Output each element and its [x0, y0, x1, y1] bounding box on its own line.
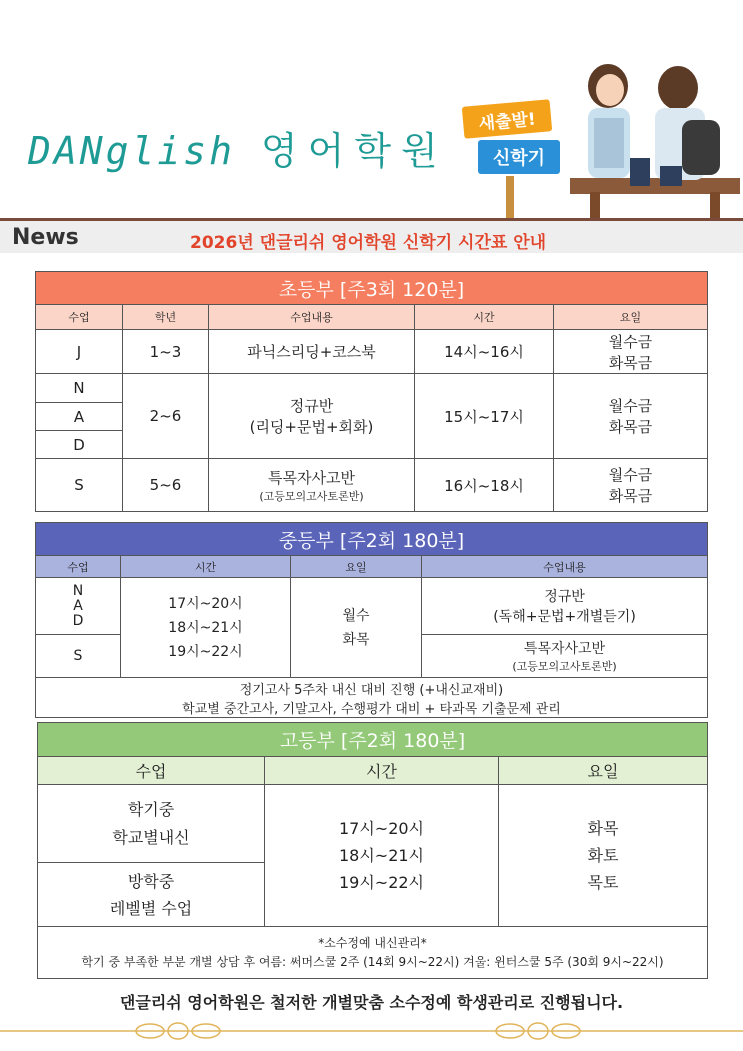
time-line: 17시~20시 — [338, 819, 425, 838]
content-line: 정규반 — [289, 397, 334, 415]
header-time: 시간 — [415, 305, 554, 330]
note-title: *소수정예 내신관리* — [318, 935, 427, 950]
time-line: 19시~22시 — [168, 643, 243, 660]
middle-header-row — [36, 556, 708, 578]
class-line: 방학중 — [127, 871, 175, 891]
new-start-sign: 새출발! — [462, 99, 552, 139]
grade-cell: 2~6 — [123, 374, 209, 459]
class-line: 레벨별 수업 — [109, 898, 193, 918]
class-cell: N A D — [36, 578, 121, 635]
class-cell: S — [36, 459, 123, 512]
time-line: 18시~21시 — [168, 619, 243, 636]
header-content: 수업내용 — [209, 305, 415, 330]
table-row — [36, 578, 708, 635]
content-line: 특목자사고반 — [268, 468, 355, 487]
days-line: 월수금 — [608, 332, 653, 351]
header-days: 요일 — [499, 757, 708, 785]
content-line: 정규반 — [544, 589, 585, 605]
time-cell — [265, 785, 499, 927]
content-line: (리딩+문법+회화) — [249, 418, 374, 436]
header-days: 요일 — [554, 305, 708, 330]
grade-cell: 5~6 — [123, 459, 209, 512]
header-content: 수업내용 — [422, 556, 708, 578]
content-cell: 파닉스리딩+코스북 — [209, 330, 415, 374]
table-row — [38, 785, 708, 863]
class-line: 학기중 — [127, 799, 175, 819]
header-days: 요일 — [291, 556, 422, 578]
header-time: 시간 — [121, 556, 291, 578]
days-line: 화목금 — [608, 418, 653, 436]
class-cell: J — [36, 330, 123, 374]
class-cell — [38, 785, 265, 863]
time-cell: 15시~17시 — [415, 374, 554, 459]
class-cell: S — [36, 635, 121, 678]
time-cell: 14시~16시 — [415, 330, 554, 374]
content-line: (독해+문법+개별듣기) — [493, 609, 636, 625]
days-line: 월수금 — [608, 397, 653, 415]
high-timetable — [37, 722, 708, 979]
time-cell: 16시~18시 — [415, 459, 554, 512]
days-line: 화목금 — [608, 353, 653, 372]
days-cell — [554, 330, 708, 374]
note-line: 학교별 중간고사, 기말고사, 수행평가 대비 + 타과목 기출문제 관리 — [182, 701, 561, 717]
academy-logo — [28, 120, 448, 175]
table-row — [36, 330, 708, 374]
class-cell: D — [36, 431, 123, 459]
days-line: 월수금 — [608, 466, 653, 484]
content-subline: (고등모의고사토론반) — [512, 660, 617, 673]
time-line: 18시~21시 — [338, 846, 425, 865]
logo-korean: 영어학원 — [260, 129, 448, 173]
header-class: 수업 — [36, 305, 123, 330]
middle-title: 중등부 [주2회 180분] — [36, 523, 708, 556]
high-title: 고등부 [주2회 180분] — [38, 723, 708, 757]
content-cell — [422, 578, 708, 635]
header-class: 수업 — [36, 556, 121, 578]
table-row — [38, 927, 708, 979]
class-cell — [38, 863, 265, 927]
header-grade: 학년 — [123, 305, 209, 330]
days-line: 월수 — [342, 607, 370, 624]
days-line: 화토 — [587, 846, 619, 865]
header-time: 시간 — [265, 757, 499, 785]
sign-post — [506, 176, 514, 220]
high-header-row — [38, 757, 708, 785]
grade-cell: 1~3 — [123, 330, 209, 374]
days-line: 화목 — [587, 819, 619, 838]
content-cell — [209, 459, 415, 512]
time-cell — [121, 578, 291, 678]
ornament-divider — [0, 1020, 743, 1042]
days-cell — [554, 374, 708, 459]
content-cell — [209, 374, 415, 459]
middle-timetable — [35, 522, 708, 718]
days-line: 화목금 — [608, 487, 653, 505]
content-subline: (고등모의고사토론반) — [259, 489, 364, 503]
class-cell: A — [36, 403, 123, 431]
elementary-title: 초등부 [주3회 120분] — [36, 272, 708, 305]
management-note-cell — [38, 927, 708, 979]
logo-english: DANglish — [28, 129, 236, 173]
news-label: News — [12, 225, 79, 250]
days-cell — [499, 785, 708, 927]
table-row — [36, 374, 708, 403]
days-line: 목토 — [587, 873, 619, 892]
table-row — [36, 459, 708, 512]
footer-message: 댄글리쉬 영어학원은 철저한 개별맞춤 소수정예 학생관리로 진행됩니다. — [119, 993, 624, 1012]
class-cell: N — [36, 374, 123, 403]
note-body: 학기 중 부족한 부분 개별 상담 후 여름: 써머스쿨 2주 (14회 9시~22시) 겨울: 윈터스쿨 5주 (30회 9시~22시) — [81, 954, 664, 969]
days-cell — [291, 578, 422, 678]
days-cell — [554, 459, 708, 512]
table-row — [36, 678, 708, 718]
time-line: 17시~20시 — [168, 595, 243, 612]
students-illustration — [570, 58, 740, 220]
days-line: 화목 — [342, 631, 370, 648]
elementary-timetable — [35, 271, 708, 512]
note-line: 정기고사 5주차 내신 대비 진행 (+내신교재비) — [239, 682, 504, 698]
class-line: 학교별내신 — [112, 827, 190, 847]
elementary-header-row — [36, 305, 708, 330]
content-cell — [422, 635, 708, 678]
time-line: 19시~22시 — [338, 873, 425, 892]
new-semester-sign: 신학기 — [478, 140, 560, 174]
news-headline: 2026년 댄글리쉬 영어학원 신학기 시간표 안내 — [190, 233, 547, 253]
content-line: 특목자사고반 — [523, 641, 606, 657]
exam-note-cell — [36, 678, 708, 718]
header-class: 수업 — [38, 757, 265, 785]
